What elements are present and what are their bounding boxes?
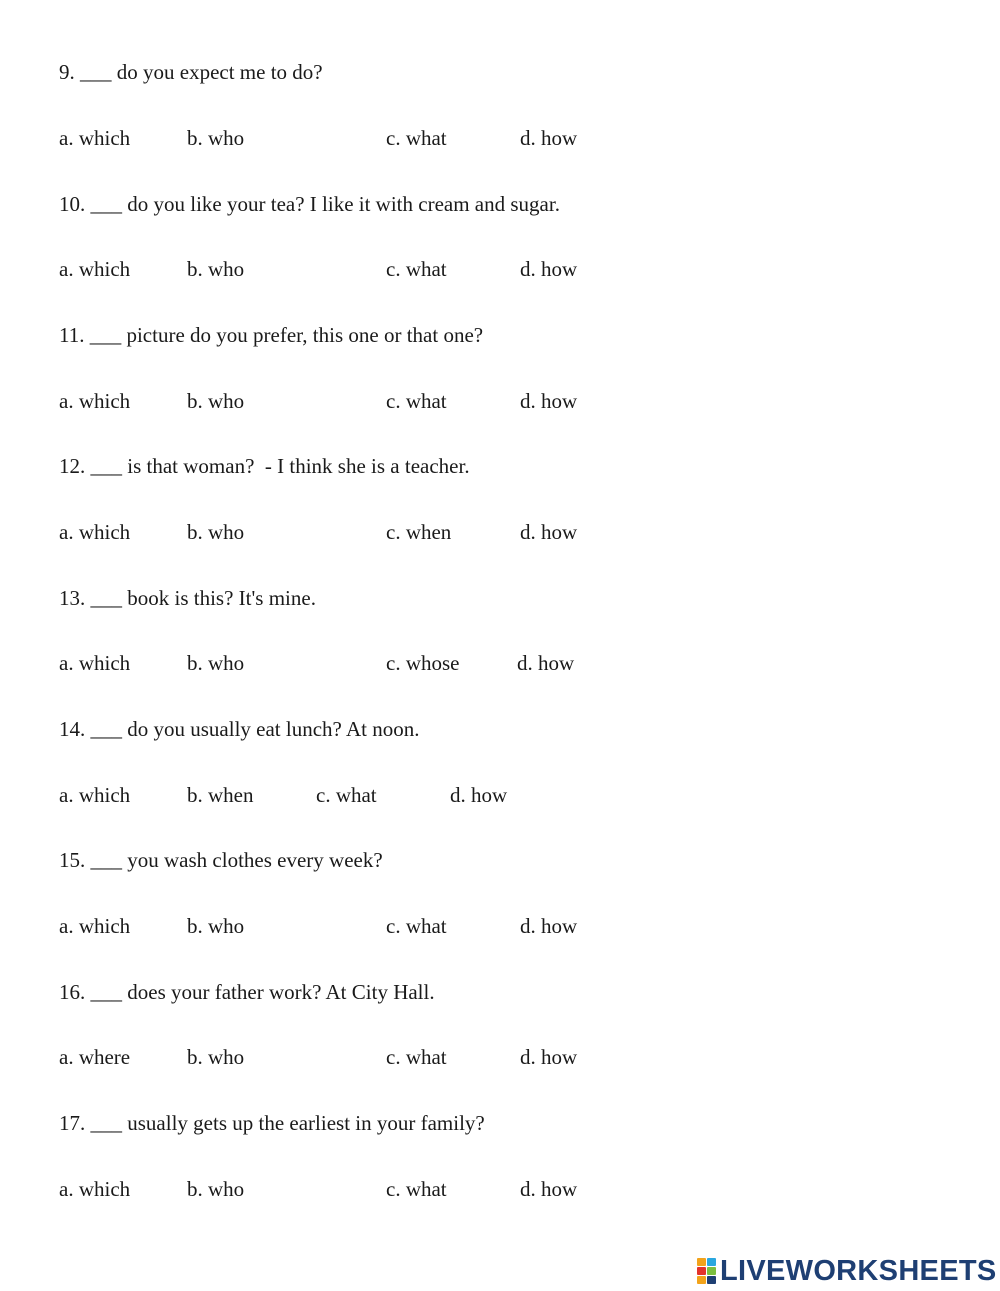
- question-stem: 15. ___ you wash clothes every week?: [59, 848, 383, 872]
- question-stem: 9. ___ do you expect me to do?: [59, 60, 323, 84]
- option-b[interactable]: b. who: [187, 520, 245, 544]
- option-c[interactable]: c. whose: [386, 651, 460, 675]
- option-d[interactable]: d. how: [520, 914, 578, 938]
- option-a[interactable]: a. which: [59, 389, 131, 413]
- option-d[interactable]: d. how: [517, 651, 575, 675]
- liveworksheets-logo-icon: [697, 1258, 716, 1284]
- option-d[interactable]: d. how: [520, 1177, 578, 1201]
- question-stem: 14. ___ do you usually eat lunch? At noon.: [59, 717, 420, 741]
- option-b[interactable]: b. who: [187, 257, 245, 281]
- option-c[interactable]: c. what: [386, 914, 447, 938]
- option-b[interactable]: b. who: [187, 1177, 245, 1201]
- question-stem: 10. ___ do you like your tea? I like it with cream and sugar.: [59, 192, 560, 216]
- question-stem: 12. ___ is that woman? - I think she is a teacher.: [59, 454, 470, 478]
- option-a[interactable]: a. which: [59, 520, 131, 544]
- option-b[interactable]: b. when: [187, 783, 254, 807]
- logo-text: LIVEWORKSHEETS: [720, 1254, 997, 1287]
- question-stem: 13. ___ book is this? It's mine.: [59, 586, 316, 610]
- option-c[interactable]: c. when: [386, 520, 452, 544]
- option-d[interactable]: d. how: [520, 126, 578, 150]
- option-a[interactable]: a. which: [59, 783, 131, 807]
- option-b[interactable]: b. who: [187, 389, 245, 413]
- option-b[interactable]: b. who: [187, 651, 245, 675]
- option-c[interactable]: c. what: [386, 126, 447, 150]
- option-b[interactable]: b. who: [187, 1045, 245, 1069]
- option-a[interactable]: a. which: [59, 126, 131, 150]
- question-stem: 17. ___ usually gets up the earliest in your family?: [59, 1111, 485, 1135]
- option-c[interactable]: c. what: [386, 389, 447, 413]
- option-d[interactable]: d. how: [520, 1045, 578, 1069]
- option-c[interactable]: c. what: [316, 783, 377, 807]
- option-b[interactable]: b. who: [187, 914, 245, 938]
- option-a[interactable]: a. where: [59, 1045, 131, 1069]
- option-d[interactable]: d. how: [450, 783, 508, 807]
- question-stem: 11. ___ picture do you prefer, this one or that one?: [59, 323, 484, 347]
- option-a[interactable]: a. which: [59, 914, 131, 938]
- option-a[interactable]: a. which: [59, 257, 131, 281]
- option-d[interactable]: d. how: [520, 520, 578, 544]
- liveworksheets-logo: [697, 1254, 997, 1288]
- option-b[interactable]: b. who: [187, 126, 245, 150]
- option-a[interactable]: a. which: [59, 1177, 131, 1201]
- option-a[interactable]: a. which: [59, 651, 131, 675]
- option-c[interactable]: c. what: [386, 1177, 447, 1201]
- question-stem: 16. ___ does your father work? At City Hall.: [59, 980, 435, 1004]
- option-c[interactable]: c. what: [386, 1045, 447, 1069]
- option-d[interactable]: d. how: [520, 389, 578, 413]
- option-c[interactable]: c. what: [386, 257, 447, 281]
- option-d[interactable]: d. how: [520, 257, 578, 281]
